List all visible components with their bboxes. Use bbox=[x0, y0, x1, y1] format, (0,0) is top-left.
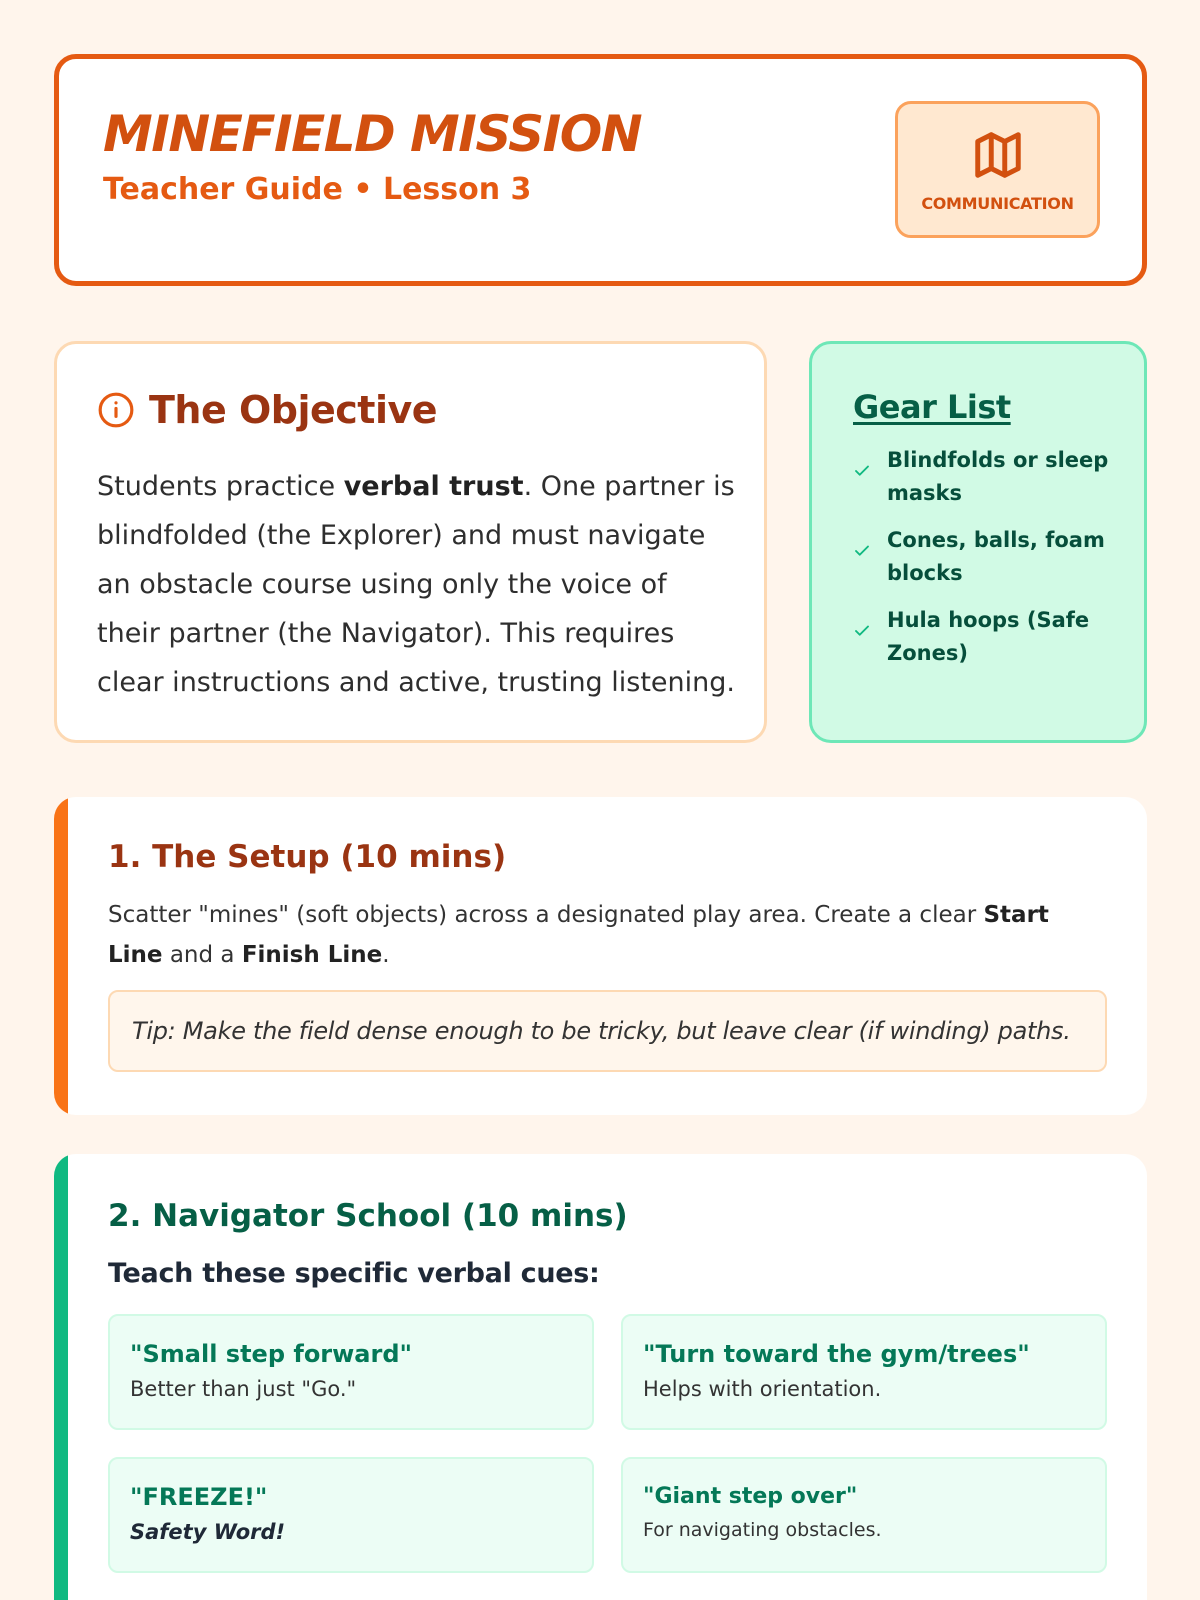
cue-card bbox=[108, 1314, 594, 1430]
objective-heading bbox=[97, 388, 437, 432]
cue-note: Better than just "Go." bbox=[130, 1377, 357, 1401]
navigator-step-card bbox=[54, 1154, 1147, 1600]
list-item bbox=[853, 524, 1123, 590]
cue-note: For navigating obstacles. bbox=[643, 1519, 882, 1541]
setup-text bbox=[108, 895, 1068, 975]
gear-list-card bbox=[809, 341, 1147, 743]
objective-text-part: . One partner is blindfolded (the Explorer) and must navigate an obstacle course using only the voice of their partner (the Navigator). This requires clear instructions and active, trusting listening. bbox=[97, 471, 735, 698]
check-icon bbox=[853, 622, 871, 640]
setup-text-part: . bbox=[382, 942, 390, 968]
cue-card bbox=[108, 1457, 594, 1573]
setup-text-part: and a bbox=[162, 942, 242, 968]
tip-text: Tip: Make the field dense enough to be tricky, but leave clear (if winding) paths. bbox=[132, 1017, 1071, 1045]
list-item bbox=[853, 444, 1123, 510]
cue-card bbox=[621, 1314, 1107, 1430]
category-badge bbox=[895, 101, 1100, 238]
cue-phrase: "Giant step over" bbox=[643, 1484, 858, 1509]
cue-note: Helps with orientation. bbox=[643, 1377, 882, 1401]
badge-label: COMMUNICATION bbox=[921, 194, 1074, 213]
setup-text-part: Scatter "mines" (soft objects) across a designated play area. Create a clear bbox=[108, 902, 984, 928]
safety-word-note: Safety Word! bbox=[130, 1520, 286, 1544]
setup-step-card bbox=[54, 797, 1147, 1115]
gear-list-title: Gear List bbox=[853, 388, 1011, 426]
info-icon bbox=[97, 391, 135, 429]
start-line-emphasis: Start Line bbox=[108, 902, 1049, 968]
cue-phrase: "Turn toward the gym/trees" bbox=[643, 1340, 1030, 1368]
lesson-header bbox=[54, 54, 1147, 286]
cue-phrase: "Small step forward" bbox=[130, 1340, 413, 1368]
objective-text-emphasis: verbal trust bbox=[343, 471, 524, 502]
map-icon bbox=[971, 128, 1025, 182]
cue-phrase: "FREEZE!" bbox=[130, 1483, 268, 1511]
page-subtitle: Teacher Guide • Lesson 3 bbox=[103, 172, 532, 207]
finish-line-emphasis: Finish Line bbox=[241, 942, 383, 968]
list-item bbox=[853, 604, 1123, 670]
gear-item-label: Blindfolds or sleep masks bbox=[887, 448, 1109, 505]
objective-title: The Objective bbox=[149, 388, 438, 432]
cue-intro: Teach these specific verbal cues: bbox=[108, 1258, 600, 1289]
objective-text-part: Students practice bbox=[97, 471, 344, 502]
cue-card bbox=[621, 1457, 1107, 1573]
objective-text bbox=[97, 462, 737, 707]
check-icon bbox=[853, 542, 871, 560]
gear-list bbox=[853, 444, 1123, 684]
page-title: MINEFIELD MISSION bbox=[103, 105, 642, 163]
navigator-title: 2. Navigator School (10 mins) bbox=[108, 1198, 628, 1234]
tip-box bbox=[108, 990, 1107, 1072]
setup-title: 1. The Setup (10 mins) bbox=[108, 839, 507, 875]
check-icon bbox=[853, 462, 871, 480]
objective-card bbox=[54, 341, 767, 743]
gear-item-label: Hula hoops (Safe Zones) bbox=[887, 608, 1090, 665]
gear-item-label: Cones, balls, foam blocks bbox=[887, 528, 1105, 585]
